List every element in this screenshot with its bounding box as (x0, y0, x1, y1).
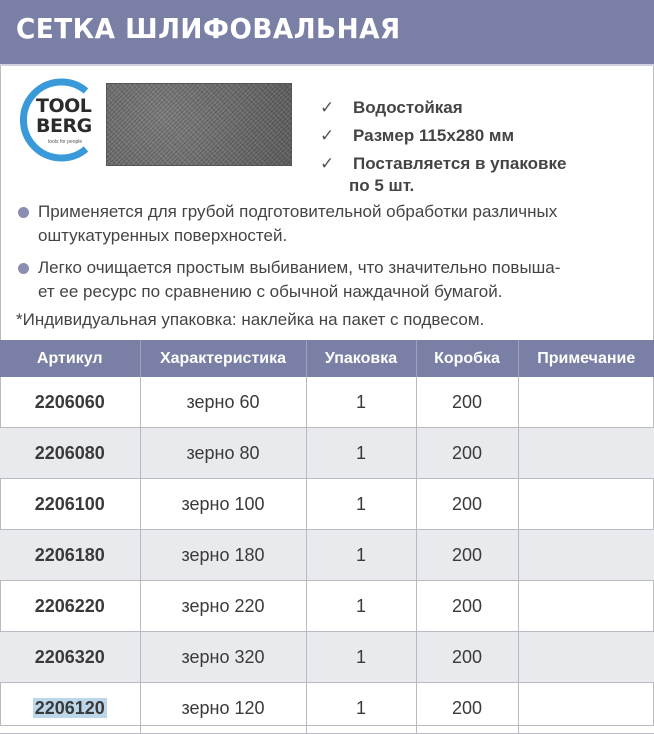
column-header-note: Примечание (518, 340, 654, 377)
cell-characteristic: зерно 100 (140, 479, 306, 530)
product-table (0, 340, 654, 734)
check-icon: ✓ (320, 126, 335, 145)
cell-note (518, 530, 654, 581)
logo-text-berg: BERG (36, 115, 92, 137)
table-row (0, 530, 654, 581)
cell-box: 200 (416, 581, 518, 632)
cell-note (518, 479, 654, 530)
cell-box: 200 (416, 479, 518, 530)
cell-characteristic: зерно 180 (140, 530, 306, 581)
page-title: СЕТКА ШЛИФОВАЛЬНАЯ (16, 12, 401, 45)
logo-text-tool: TOOL (36, 95, 92, 117)
table-row (0, 377, 654, 428)
cell-pack: 1 (306, 377, 416, 428)
cell-box: 200 (416, 632, 518, 683)
logo-tagline: tools for people (48, 139, 83, 145)
packaging-note: *Индивидуальная упаковка: наклейка на пакет с подвесом. (16, 310, 485, 329)
table-row (0, 632, 654, 683)
cell-article: 2206220 (0, 581, 140, 632)
column-header-pack: Упаковка (306, 340, 416, 377)
cell-characteristic: зерно 220 (140, 581, 306, 632)
cell-box: 200 (416, 683, 518, 734)
cell-article: 2206320 (0, 632, 140, 683)
check-icon: ✓ (320, 98, 335, 117)
cell-pack: 1 (306, 632, 416, 683)
cell-note (518, 632, 654, 683)
bullet-text: Применяется для грубой подготовительной обработки различных (38, 202, 558, 221)
toolberg-logo (16, 77, 102, 163)
cell-article: 2206080 (0, 428, 140, 479)
feature-label: Водостойкая (353, 98, 463, 117)
title-divider (0, 64, 654, 66)
cell-box: 200 (416, 428, 518, 479)
cell-box: 200 (416, 377, 518, 428)
cell-note (518, 377, 654, 428)
cell-article: 2206060 (0, 377, 140, 428)
column-header-box: Коробка (416, 340, 518, 377)
bullet-text: ет ее ресурс по сравнению с обычной наждачной бумагой. (38, 282, 503, 301)
cell-characteristic: зерно 80 (140, 428, 306, 479)
feature-label: Поставляется в упаковке (353, 154, 567, 173)
bullet-dot-icon (18, 263, 29, 274)
sanding-mesh-image (106, 83, 292, 166)
cell-article: 2206180 (0, 530, 140, 581)
column-header-characteristic: Характеристика (140, 340, 306, 377)
cell-pack: 1 (306, 530, 416, 581)
table-row (0, 428, 654, 479)
cell-characteristic: зерно 60 (140, 377, 306, 428)
cell-article: 2206100 (0, 479, 140, 530)
bullet-text: оштукатуренных поверхностей. (38, 226, 288, 245)
cell-characteristic: зерно 320 (140, 632, 306, 683)
cell-note (518, 428, 654, 479)
cell-pack: 1 (306, 683, 416, 734)
table-row (0, 581, 654, 632)
table-header-row (0, 340, 654, 377)
check-icon: ✓ (320, 154, 335, 173)
cell-note (518, 581, 654, 632)
column-header-article: Артикул (0, 340, 140, 377)
bullet-text: Легко очищается простым выбиванием, что значительно повыша- (38, 258, 561, 277)
title-bar (0, 0, 654, 64)
cell-pack: 1 (306, 581, 416, 632)
cell-pack: 1 (306, 428, 416, 479)
cell-pack: 1 (306, 479, 416, 530)
bullet-dot-icon (18, 207, 29, 218)
feature-label-continued: по 5 шт. (349, 176, 415, 195)
feature-label: Размер 115x280 мм (353, 126, 515, 145)
table-row (0, 479, 654, 530)
selected-text[interactable]: 2206120 (34, 697, 105, 718)
cell-characteristic: зерно 120 (140, 683, 306, 734)
cell-box: 200 (416, 530, 518, 581)
